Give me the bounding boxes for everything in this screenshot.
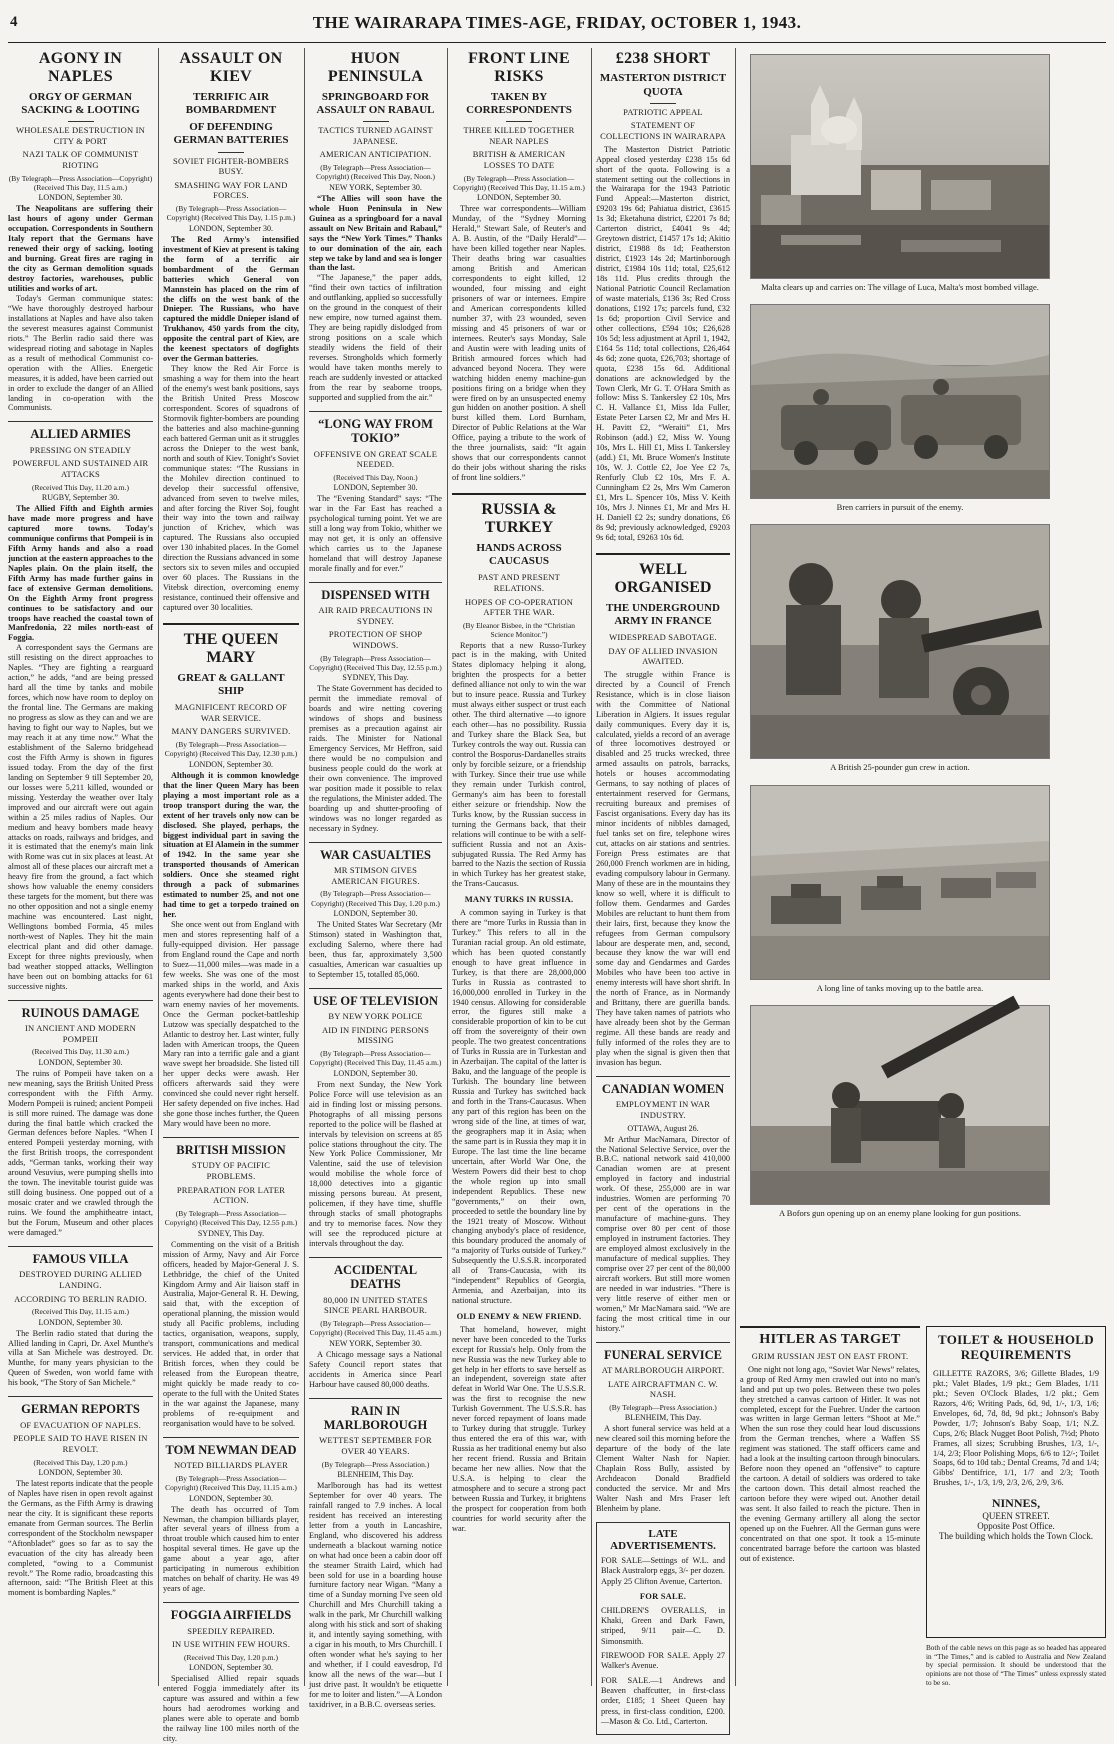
body-paragraph: Today's German communique states: “We have thoroughly destroyed harbour installations at Naples and have also taken the severest measures against Communist riots.” The Berlin radio said there was widespread rioting and sabotage in Naples as a result of methodical Communist co-operation with the Allies. Energetic measures, it is added, have been carried out in order to exclude the danger of an Allied landing in co-operation with the Communists. [8,293,153,413]
article-well-organised [596,553,730,1068]
ad-landmark: The building which holds the Town Clock. [939,1531,1093,1542]
byline: (By Telegraph—Press Association.) [609,1402,717,1412]
headline: AGONY IN NAPLES [38,50,123,86]
article-body [452,641,586,890]
byline: (Received This Day, 11.20 a.m.) [32,482,129,492]
subheadline: OF DEFENDING GERMAN BATTERIES [173,121,289,147]
dateline: LONDON, September 30. [333,909,418,919]
photo-tanks-image [751,786,1049,979]
article-agony-in-naples [8,50,153,413]
body-paragraph: The Berlin radio stated that during the Allied landing in Capri, Dr. Axel Munthe's villa at San Michele was destroyed. Dr. Munthe, for many years physician to the Queen of Sweden, won world fame with his book, “The Story of San Michele.” [8,1328,153,1388]
article-body [740,1365,920,1564]
headline: TOM NEWMAN DEAD [163,1437,299,1457]
headline: CANADIAN WOMEN [596,1076,730,1096]
dateline: LONDON, September 30. [189,759,273,769]
subheadline: SPRINGBOARD FOR ASSAULT ON RABAUL [316,90,435,116]
body-paragraph: The State Government has decided to permit the immediate removal of boards and wire netting covering windows of shops and business premises as a precaution against air raids. The Minister for National Emergency Services, Mr Heffron, said there would be no compulsion and business people could do the work at their own convenience. The improved war position made it possible to relax the regulations, the Minister added. The boarding up and shutter-proofing of windows was no longer regarded as necessary in Sydney. [309,684,442,833]
article-body [8,643,153,991]
article-body [309,920,442,980]
dateline: LONDON, September 30. [38,1057,123,1067]
article-body [596,145,730,543]
body-paragraph: One night not long ago, “Soviet War News” relates, a group of Red Army men crawled out into no man's land and put up two poles. Between these two poles they stretched a canvas cartoon of Hitler. It was not completed, except for the Fuehrer. Under the cartoon was written in large German letters “Shoot at Me.” When the sun rose they could hear loud discussions from the German trenches, where a Waffen SS regiment was stationed. The staff officers came and had a look at the insulting cartoon through binoculars. Before noon they opened an “offensive” to capture the cartoon. A detail of soldiers was ordered to take the cartoon down. This detail almost reached the cartoon before they were wiped out. Another detail was sent. It also failed to reach the picture. Then in the evening Germany artillery all along the sector opened up on the Fuehrer. All the German guns were concentrated on that one spot. It took a 15-minute concentrated barrage before the cartoon was blasted out of existence. [740,1364,920,1563]
deck: AMERICAN ANTICIPATION. [319,149,432,160]
article-body [8,1479,153,1598]
deck: IN ANCIENT AND MODERN POMPEII [24,1023,136,1044]
deck: SOVIET FIGHTER-BOMBERS BUSY. [173,155,289,177]
deck: MAGNIFICENT RECORD OF WAR SERVICE. [174,702,288,723]
deck: WHOLESALE DESTRUCTION IN CITY & PORT [16,125,145,146]
deck: THREE KILLED TOGETHER NEAR NAPLES [463,125,575,146]
byline: (By Eleanor Bisbee, in the “Christian Science Monitor.”) [462,620,576,640]
dateline: NEW YORK, September 30. [329,1338,422,1348]
deck: MR STIMSON GIVES AMERICAN FIGURES. [331,865,420,886]
article-british-mission [163,1137,299,1429]
article-body [163,1240,299,1429]
column-6 [735,48,1110,1686]
article-body [452,908,586,1306]
byline: (By Telegraph—Press Association—Copyright) (Received This Day, Noon.) [316,163,435,182]
deck: BRITISH & AMERICAN LOSSES TO DATE [472,149,566,171]
body-paragraph: Reports that a new Russo-Turkey pact is in the making, with United States diplomacy helping it along, brighten the prospects for a better defined alliance not only to win the war but to insure peace. Russia and Turkey must always either suspect or trust each other. The third alternative —to ignore each other—has no possibility. Russia and Turkey share the Black Sea, but Turkey controls the way out. Russia can control the Bosporus-Dardanelles straits only by forcible seizure, or a friendship with Turkey. Since their true use while they remain under Turkish control, Germany's aim has been to forestall either seizure or friendship. Now the Turks know, by the Russian success in turning the Germans back, that their relations will continue to be with a self-sufficient Russia and not an Axis-subjugated Russia. The Red Army has barred to the Nazis the section of Russia in which Turkey has her greatest stake, the Trans-Caucasus. [452,640,586,889]
article-body [596,1135,730,1334]
ads-section-title: FOR SALE. [639,1590,687,1601]
body-paragraph: Commenting on the visit of a British mission of Army, Navy and Air Force officers, headed by Major-General J. S. Lethbridge, the chief of the United Kingdom Army and Air liaison staff in Australia, Major-General R. H. Dewing, said that, with the exception of operational planning, the mission would study all Pacific problems, including tactics, organisation, weapons, supply, transport, communications and medical services. He added that, in order that British forces, when they could be released from the European theatre, might quickly be made ready to co-operate to the full with the United States in the war against the Japanese, many problems of re-equipment and reorganisation would have to be solved. [163,1239,299,1428]
body-paragraph: She once went out from England with men and stores representing half of a fully-equipped division. Her passage from England round the Cape and north to Suez—11,000 miles—was made in a few weeks. She was one of the most marked ships in the world, and Axis agents everywhere had done their best to warn enemy navies of her movements. Once the German pocket-battleship Lutzow was specially despatched to the Atlantic to destroy her. Last winter, fully laden with American troops, the Queen Mary ran into a terrific gale and a giant wave swept her broadside. She listed till her upper decks were awash. Her officers afterwards said they were convinced she could never right herself. Her safety depended on five inches. Had she gone those inches further, the Queen Mary would have been no more. [163,920,299,1129]
article-body [309,1481,442,1710]
ad-headline: TOILET & HOUSEHOLD REQUIREMENTS [938,1332,1094,1362]
headline: ALLIED ARMIES [8,421,153,441]
footnote: Both of the cable news on this page as so headed has appeared in “The Times,” and is cabled to Australia and New Zealand by special permission. It should be understood that the opinions are not those of “The Times” unless expressly stated to be so. [926,1644,1106,1687]
deck: PREPARATION FOR LATER ACTION. [176,1184,286,1206]
article-body [8,294,153,413]
article-hitler-as-target [740,1324,920,1564]
crosshead: OLD ENEMY & NEW FRIEND. [456,1311,582,1322]
body-paragraph: The death has occurred of Tom Newman, the champion billiards player, after several years of illness from a throat trouble which caused him to enter hospital several times. He gave up the game about a year ago, after participating in numerous exhibition matches on behalf of charity. He was 49 years of age. [163,1504,299,1594]
dateline: LONDON, September 30. [189,1493,273,1503]
lead-paragraph: The Neapolitans are suffering their last hours of agony under German occupation. Correspondents in Southern Italy report that the Germans have renewed their orgy of sacking, looting and burning. Great fires are raging in the city as German demolition squads destroy factories, warehouses, public utilities and works of art. [8,204,153,294]
body-paragraph: The United States War Secretary (Mr Stimson) stated in Washington that, excluding Salerno, where there had been, thus far, approximately 3,500 casualties, American war casualties up to September 15, totalled 85,060. [309,920,442,979]
byline: (Received This Day, Noon.) [333,472,418,482]
divider [650,103,676,104]
ads-title: LATE ADVERTISEMENTS. [610,1527,716,1552]
byline: (By Telegraph—Press Association—Copyright) (Received This Day, 11.15 a.m.) [453,173,585,193]
masthead: THE WAIRARAPA TIMES-AGE, FRIDAY, OCTOBER 1, 1943. [312,13,802,32]
article-lead [8,504,153,643]
headline: FAMOUS VILLA [8,1246,153,1266]
article-body [596,1424,730,1514]
article-lead [163,771,299,920]
deck: MANY DANGERS SURVIVED. [171,726,291,737]
crosshead: MANY TURKS IN RUSSIA. [464,894,574,905]
byline: (By Telegraph—Press Association—Copyright) (Received This Day, 12.55 p.m.) [309,653,442,673]
deck: IN USE WITHIN FEW HOURS. [171,1639,291,1650]
article-use-of-television [309,988,442,1249]
dateline: BLENHEIM, This Day. [337,1469,414,1479]
article-body [163,1505,299,1595]
deck: WETTEST SEPTEMBER FOR OVER 40 YEARS. [319,1435,432,1456]
article-funeral-service [596,1342,730,1514]
article-russia-and-turkey [452,493,586,1534]
deck: OF EVACUATION OF NAPLES. [20,1419,141,1430]
article-german-reports [8,1396,153,1598]
article-lead [8,204,153,294]
deck: NAZI TALK OF COMMUNIST RIOTING [22,149,139,171]
body-paragraph: The Masterton District Patriotic Appeal closed yesterday £238 15s 6d short of the quota. Following is a statement setting out the collections in the Wairarapa for the 1943 Patriotic Fund Appeal:—Masterton district, £9203 19s 6d; Pahiatua district, £3615 1s 3d; Eketahuna district, £2201 7s 8d; Carterton district, £4041 9s 4d; Greytown district, £1457 17s 1d; Akitio district, £1988 8s 1d; Featherston district, £1923 14s 2d; Martinborough district, £1984 10s 11d; total, £25,612 18s 11d. Plus credits through the National Patriotic Council Reclamation of waste materials, £136 3s; Red Cross donations, £192 17s; parcels fund, £32 1s 6d; proportion Civil Service and other collections, £594 10s; £26,628 10s 5d; less adjustment at April 1, 1942, £164 5s 11d; total collections, £26,464 4s 6d; zone quota, £26,703; shortage of quota, £238 15s 6d. Additional donations are acknowledged by the Town Clerk, Mr G. T. O'Hara Smith as follow: Miss S. Tankersley £2 10s, Mrs C. H. Vallance £1, Miss Ida Fuller, Estate Peter Larsen £2, Mr and Mrs H. H. Pavitt £2, “Weraiti” £1, Mrs Robinson (add.) £2, Miss W. Young 10s, Mrs L. Hill £1, Miss I. Tankersley (add.) £1, Mt. Bruce Women's Institute 10s, W. J. Cottle £2, Joe Yee £2 7s, Renfurly Club £2 10s, Mrs F. A. Cunningham £2 2s, Mrs Wm Cameron £1, Mrs L. Spencer 10s, Miss V. Keith 10s, Mrs J. Ninnes £1, Mr and Mrs H. H. Daniell £2 2s; sundry donations, £6 8s 9d; previously acknowledged, £9203 9s 6d; total, £9263 10s 6d. [596,144,730,542]
article-body [452,204,586,483]
article-assault-on-kiev [163,50,299,613]
deck: PAST AND PRESENT RELATIONS. [477,572,561,593]
deck: NOTED BILLIARDS PLAYER [173,1460,289,1471]
deck: ACCORDING TO BERLIN RADIO. [14,1293,147,1304]
ad-body [933,1369,1099,1488]
ad-ninnes-toilet-household [926,1326,1106,1638]
subheadline: ORGY OF GERMAN SACKING & LOOTING [21,90,140,116]
headline: HITLER AS TARGET [740,1326,920,1348]
article-famous-villa [8,1246,153,1388]
photo-bren-image [751,305,1049,498]
photo-caption: A long line of tanks moving up to the battle area. [816,982,984,993]
headline: THE QUEEN MARY [163,623,299,668]
headline: FUNERAL SERVICE [596,1342,730,1362]
dateline: LONDON, September 30. [38,1467,123,1477]
headline: ASSAULT ON KIEV [179,50,283,86]
body-paragraph: The ruins of Pompeii have taken on a new meaning, says the British United Press correspondent with the Fifth Army. Modern Pompeii is ruined; ancient Pompeii is still more ruined. The damage was done during the final battle which cracked the German defences before Naples. “When I entered Pompeii yesterday morning, with the first British troops, the correspondent adds, “German tanks, working their way around Vesuvius, were pumping shells into the town. The inevitable tourist guide was still doing business. One popped out of a mosaic crater and we crawled through the ruins. We found the amphitheatre intact, but the Forum, Museum and other places were damaged.” [8,1068,153,1237]
headline: FRONT LINE RISKS [468,50,570,86]
deck: OFFENSIVE ON GREAT SCALE NEEDED. [313,448,438,470]
column-4 [447,48,590,1686]
divider [506,121,532,122]
article-body [309,273,442,402]
deck: EMPLOYMENT IN WAR INDUSTRY. [615,1099,711,1120]
photo-25-pounder [750,524,1050,759]
article-queen-mary [163,623,299,1129]
classified-ad: FOR SALE.—1 Andrews and Beaven chaffcutter, in first-class order, £185; 1 Sheet Queen hay press, in first-class condition, £200.—Mason & Co. Ltd., Carterton. [601,1675,725,1727]
dateline: LONDON, September 30. [477,193,561,203]
body-paragraph: Three war correspondents—William Munday, of the “Sydney Morning Herald,” Stewart Sale, of Reuter's and A. B. Austin, of the “Daily Herald”—have been killed together near Naples. Their deaths bring war casualties among British and American correspondents to eight killed, 12 wounded, four missing and eight prisoners of war or internees. Empire and American correspondents killed number 37, with 23 wounded, seven missing and 45 prisoners of war or internees. Reuter's says Monday, Sale and Austin were with leading units of British armoured forces which had advanced beyond Nocera. They were watching hidden enemy machine-gun positions firing on a bridge when they were fired on by an unsuspected enemy gun hidden on another position. A shell burst killed them. Lord Burnham, Director of Public Relations at the War Office, paying a tribute to the work of the three journalists, said: “It again shows that our correspondents cannot do their jobs without sharing the risks of front line soldiers.” [452,204,586,483]
article-body [309,684,442,833]
deck: 80,000 IN UNITED STATES SINCE PEARL HARBOUR. [323,1294,428,1316]
article-body [163,364,299,613]
deck: TACTICS TURNED AGAINST JAPANESE. [318,125,433,146]
article-long-way-from-tokio [309,411,442,574]
article-body [8,1329,153,1389]
article-dispensed-with [309,582,442,834]
deck: POWERFUL AND SUSTAINED AIR ATTACKS [12,458,149,480]
article-body [309,1350,442,1390]
headline: RUSSIA & TURKEY [452,493,586,538]
byline: (By Telegraph—Press Association—Copyright) (Received This Day, 11.15 a.m.) [165,1473,297,1493]
headline: £238 SHORT [615,50,711,67]
dateline: LONDON, September 30. [38,193,123,203]
article-front-line-risks [452,50,586,483]
body-paragraph: “The Japanese,” the paper adds, “find their own tactics of infiltration and outflanking, applied so successfully on the ground in the conquest of their new empire, now turned against them. They are being rapidly dislodged from strong positions on a scale which steadily widens the field of their reverses. Strongholds which formerly would have taken months merely to reach are suddenly invested or attacked from the rear by seaborne troops, supported and supplied from the air.” [309,273,442,402]
dateline: LONDON, September 30. [333,1068,418,1078]
article-lead [163,235,299,364]
article-body [8,1069,153,1238]
headline: WELL ORGANISED [596,553,730,598]
headline: ACCIDENTAL DEATHS [309,1257,442,1292]
subheadline: THE UNDERGROUND ARMY IN FRANCE [606,601,720,627]
body-paragraph: A Chicago message says a National Safety Council report states that accidents in America since Pearl Harbour have caused 80,000 deaths. [309,1349,442,1389]
article-body [163,1674,299,1744]
body-paragraph: A short funeral service was held at a new cleared soil this morning before the departure of the body of the late Clement Walter Nash for Napier. Chaplain Ross Bully, assisted by Archdeacon Donald Bradfield conducted the service. Mr and Mrs Walter Nash and Mrs Fraser left Blenheim by plane. [596,1424,730,1513]
headline: RUINOUS DAMAGE [8,1000,153,1020]
deck: WIDESPREAD SABOTAGE. [609,631,717,642]
dateline: OTTAWA, August 26. [627,1123,699,1133]
dateline: BLENHEIM, This Day. [624,1413,702,1423]
headline: GERMAN REPORTS [8,1396,153,1416]
dateline: SYDNEY, This Day. [197,1228,265,1238]
lead-paragraph: “The Allies will soon have the whole Huon Peninsula in New Guinea as a springboard for a naval assault on New Britain and Rabaul,” says the “New York Times.” Thanks to our domination of the air, each step we take by land and sea is longer than the last. [309,193,442,273]
body-paragraph: The latest reports indicate that the people of Naples have risen in open revolt against the Germans, as the Fifth Army is drawing near the city. It is significant these reports emanate from German sources. The Berlin correspondent of the Stockholm newspaper “Aftonbladet” goes so far as to say the evacuation of the city has already been completed, “owing to a Communist revolt.” The Rome radio, broadcasting this afternoon, said: “The British Fleet at this moment is bombarding Naples.” [8,1478,153,1598]
body-paragraph: Specialised Allied repair squads entered Foggia immediately after its capture was assured and within a few hours had aerodromes working and planes were able to operate and bomb the railway line 100 miles north of the city. [163,1674,299,1743]
article-accidental-deaths [309,1257,442,1390]
byline: (By Telegraph—Press Association—Copyright) (Received This Day, 11.45 a.m.) [309,1319,442,1338]
column-5 [591,48,734,1727]
body-paragraph: Mr Arthur MacNamara, Director of the National Selective Service, over the B.B.C. national network said 410,000 Canadian women are at present employed in factory and industrial work. Of these, 255,000 are in war industries. Women are performing 70 per cent of the operations in the manufacture of machine-guns. They comprise over 80 per cent of those employed in instrument factories. They are employed almost exclusively in the manufacture of medical supplies. They comprise over 27 per cent of the 80,000 aircraft workers. But still more women are needed in war industries. “There is very little reserve of either men or women,” Mr MacNamara said. “We are facing the most critical time in our history.” [596,1134,730,1333]
headline: WAR CASUALTIES [309,842,442,862]
byline: (Received This Day, 11.30 a.m.) [32,1047,129,1057]
byline: (By Telegraph—Press Association—Copyright) (Received This Day, 11.5 a.m.) [8,173,153,193]
body-paragraph: A correspondent says the Germans are still resisting on the direct approaches to Naples. “They are fighting a rearguard action,” he adds, “and are being pressed hard all the time by tanks and mobile forces, which now have room to deploy on the frontal line. The Germans are making no progress as slow as they can and we are having to fight our way to Naples, but we may reach it at any time now.” What the establishment of the Salerno bridgehead cost the Fifth Army is shown in figures issued today. From the day of the first landing on September 9 till September 20, our losses were 5,211 killed, wounded or missing. Yesterday the weather over Italy improved and our aircraft were out again within a 25 miles radius of Naples. Our medium and heavy bombers made heavy attacks on roads, railways and bridges, and it is estimated that the enemy's main link with Rome was cut in six places at least. At almost all of these places our aircraft met a heavy fire from the ground, a fact which shows how valuable the enemy considers these targets for the moment, but there was no other opposition and not a single enemy machine was encountered. Last night, Wellingtons bombed Formia, 45 miles north-west of Naples. They hit the main electrical plant and did other damage. Except for three nights previously, when bad weather stopped attacks, Wellington have been out on bombing attacks for 61 successive nights. [8,643,153,991]
ad-location: Opposite Post Office. [977,1521,1055,1532]
photo-malta-village [750,54,1050,279]
article-huon-peninsula [309,50,442,403]
deck: PATRIOTIC APPEAL [623,106,703,117]
photo-caption: A Bofors gun opening up on an enemy plane looking for gun positions. [779,1207,1021,1218]
article-war-casualties [309,842,442,980]
dateline: RUGBY, September 30. [41,493,120,503]
deck: BY NEW YORK POLICE [328,1011,423,1022]
dateline: LONDON, September 30. [189,1663,273,1673]
byline: (Received This Day, 1.20 p.m.) [33,1457,128,1467]
body-paragraph: The “Evening Standard” says: “The war in the Far East has reached a psychological turning point. Yet we are still a long way from Tokio, whither we may not get, it is only an offensive which carries us to the Japanese homeland that will destroy Japanese morale finally and for ever.” [309,494,442,573]
photo-tanks [750,785,1050,980]
article-rain-in-marlborough [309,1398,442,1710]
photo-malta-image [751,55,1049,278]
article-foggia-airfields [163,1602,299,1744]
classified-ad: FIREWOOD FOR SALE. Apply 27 Walker's Avenue. [601,1650,725,1671]
column-3 [304,48,446,1709]
photo-caption: Bren carriers in pursuit of the enemy. [836,502,964,513]
subheadline: HANDS ACROSS CAUCASUS [476,541,562,568]
byline: (By Telegraph—Press Association—Copyright) (Received This Day, 12.30 p.m.) [164,740,298,759]
deck: STUDY OF PACIFIC PROBLEMS. [191,1160,271,1182]
byline: (By Telegraph—Press Association—Copyright) (Received This Day, 11.45 a.m.) [309,1049,442,1068]
article-ruinous-damage [8,1000,153,1238]
deck: PRESSING ON STEADILY [29,444,132,455]
headline: FOGGIA AIRFIELDS [163,1602,299,1622]
dateline: LONDON, September 30. [38,1317,123,1327]
article-body [309,494,442,574]
subheadline: TAKEN BY CORRESPONDENTS [466,90,572,116]
deck: DESTROYED DURING ALLIED LANDING. [19,1269,142,1290]
page-number: 4 [10,14,18,30]
deck: AIR RAID PRECAUTIONS IN SYDNEY. [318,605,433,626]
byline: (By Telegraph—Press Association—Copyright) (Received This Day, 1.15 p.m.) [166,204,296,223]
photo-caption: Malta clears up and carries on: The village of Luca, Malta's most bombed village. [761,282,1039,292]
article-canadian-women [596,1076,730,1334]
headline: “LONG WAY FROM TOKIO” [309,411,442,446]
article-tom-newman [163,1437,299,1594]
classified-ad: FOR SALE—Settings of W.L. and Black Australorp eggs, 3/- per dozen. Apply 25 Clifton Avenue, Carterton. [601,1555,725,1586]
deck: DAY OF ALLIED INVASION AWAITED. [608,645,718,667]
body-paragraph: From next Sunday, the New York Police Force will use television as an aid in finding lost or missing persons. Photographs of all missing persons reported to the police will be flashed at intervals by television on screens at 85 police stations throughout the city. The New York Police Commissioner, Mr Valentine, said the use of television would mobilise the whole force of 18,000 detectives into a gigantic missing persons bureau. At present, policemen, if they have time, shuffle through stacks of small photographs and try to memorise faces. Now they will see the reproduced picture at intervals throughout the day. [309,1079,442,1249]
photo-bofors-gun [750,1005,1050,1205]
ad-shop-name: NINNES, [991,1496,1041,1511]
ad-body-text: GILLETTE RAZORS, 3/6; Gillette Blades, 1/9 pkt.; Valet Blades, 1/9 pkt.; Gem Blades, 1/11 pkt.; Seven O'Clock Blades, 1/2 pkt.; Gem Razors, 4/6; Writing Pads, 6d, 9d, 1/-, 1/3, 1/6; Envelopes, 6d, 7d, 8d, 9d pkt.; Johnson's Baby Powder, 1/7; Johnson's Baby Soap, 1/1; N.Z. Cups, 2/6; Black Nugget Boot Polish, 7½d; Photo Frames, all sizes; Scrubbing Brushes, 1/3, 1/-, 1/4, 2/3; Floor Polishing Mops, 6/6 to 12/-; Toilet Soaps, 6d to 10d tab.; Dental Creams, 7d and 1/4; Gibbs' Dentifrice, 1/1, 1/7 and 2/3; Tooth Brushes, 1/-, 1/3, 1/9, 2/3, 2/6, 2/9, 3/6. [933,1368,1099,1488]
deck: STATEMENT OF COLLECTIONS IN WAIRARAPA [600,120,726,142]
subheadline: TERRIFIC AIR BOMBARDMENT [185,90,277,116]
byline: (By Telegraph—Press Association—Copyright) (Received This Day, 12.55 p.m.) [164,1208,298,1228]
article-238-short [596,50,730,543]
byline: (By Telegraph—Press Association.) [321,1459,430,1469]
photo-bofors-image [751,1006,1049,1204]
lead-paragraph: Although it is common knowledge that the liner Queen Mary has been playing a most important role as a troop transport during the war, the extent of her travels only now can be disclosed. She played, perhaps, the biggest individual part in saving the situation at El Alamein in the summer of 1942. In the same year she transported thousands of American soldiers. Once she steamed right through a pack of submarines estimated to number 25, and not one had time to get a torpedo trained on her. [163,770,299,920]
photo-caption: A British 25-pounder gun crew in action. [830,762,970,773]
deck: HOPES OF CO-OPERATION AFTER THE WAR. [464,596,574,618]
deck: PROTECTION OF SHOP WINDOWS. [328,629,423,651]
body-paragraph: A common saying in Turkey is that there are “more Turks in Russia than in Turkey.” This refers to all in the Turanian racial group. An old estimate, which has been quoted constantly enough to have great influence in Turkey, is that there are 28,000,000 Turks in Russia as contrasted to 16,000,000 enrolled in Turkey in the 1940 census. Allowing for considerable error, the figures still make a considerable proportion of kin to be cut off from the sovereignty of their own people. The two greatest concentrations of Turks in Russia are in Turkestan and in Azerbaijan. The capital of the latter is Baku, and the language of the people is Turkish. The boundary line between Russia and Turkey has switched back and forth in the Trans-Caucasus. When any part of this region has been on the wrong side of the line, at times of war, the geographers map it in Asia; when the same part is in Russia they map it in Europe. The last time the line became uncertain, after World War One, the Western Powers did their best to chop the whole region up into small independent Republics. These new “governments,” on their own, proceeded to settle the boundary line by the 1921 treaty of Moscow. Without changing anybody's place of residence, this boundary produced the anomaly of “a majority of Turks outside of Turkey.” Subsequently the U.S.S.R. incorporated all of Trans-Caucasia, with its “independent” Republics of Georgia, Armenia, and Azerbaijan, into its national structure. [452,907,586,1306]
headline: HUON PENINSULA [327,50,424,86]
headline: USE OF TELEVISION [309,988,442,1008]
deck: LATE AIRCRAFTMAN C. W. NASH. [608,1378,718,1400]
ad-street: QUEEN STREET. [982,1511,1050,1522]
deck: PEOPLE SAID TO HAVE RISEN IN REVOLT. [13,1433,148,1454]
article-allied-armies [8,421,153,991]
body-paragraph: They know the Red Air Force is smashing a way for them into the heart of the enemy's west bank positions, says the British United Press Moscow correspondent. Scores of squadrons of Stormovik fighter-bombers are pounding the batteries and also machine-gunning each battered German unit as it struggles across the Dnieper to the west bank, north and south of Kiev. Tonight's Soviet communique states: “The Russians in the Mohilev direction continued to develop their successful offensive, advanced from seven to twelve miles, and after forcing the River Soj, fought their way into the town and railway junction of Krichev, which was captured. The Russians also occupied over 130 inhabited places. In the Gomel direction the Russians advanced in some sectors six to seven miles and occupied over 60 places. The Russians in the Vitebsk direction, overcoming enemy resistance, continued their offensive and captured over 30 localities. [163,364,300,613]
header-rule [8,42,1106,43]
body-paragraph: Marlborough has had its wettest September for over 40 years. The rainfall ranged to 7.9 inches. A local resident has received an interesting letter from a youth in Lancashire, England, who discovered his address underneath a blackout warning notice on what had once been a cabin door off the steamer Straith Laird, which had been sold for use in a boarding house furniture factory near Wigan. “Many a time of a Sunday morning I've seen old Churchill and Mrs Churchill taking a walk in the park, Mr Churchill walking along with his stick and sort of shaking it, and intently saying something, with a cigar in his mouth, to Mrs Churchill. I often wonder what he's saying to her and whether, if I could eavesdrop, I'd know all the news of the war—but I just drive past. It wouldn't be etiquette for me to loiter and listen.”—A London taxidriver, in a B.B.C. overseas series. [309,1480,442,1709]
column-1 [4,48,157,1686]
article-lead [309,194,442,274]
late-advertisements [596,1522,730,1736]
article-body [596,670,730,1068]
lead-paragraph: The Allied Fifth and Eighth armies have made more progress and have captured more towns. Today's communique confirms that Pompeii is in Fifth Army hands and also a road junction at the eastern approaches to the Naples plain. On the plain itself, the Fifth Army has made further gains in face of extensive German demolitions. On the Eighth Army front progress continues to be satisfactory and our troops have reached the coastal town of Manfredonia, 22 miles north-east of Foggia. [8,504,153,643]
article-body [163,920,299,1129]
body-paragraph: The struggle within France is directed by a Council of French Resistance, which is in close liaison with the Committee of National Liberation in Algiers. It issues regular daily communiques. Every day it is, calculated, yields a record of an average of three locomotives destroyed or disabled and 25 trucks wrecked, three armed assaults on patrols, barracks, hotels or houses accommodating Germans, to say nothing of places of entertainment reserved for Germans, recruiting bureaux and premises of Fascist organisations. Every day has its minor incidents of nibbles damaged, fuel tanks set on fire, telephone wires cut, attacks on air stations and sentries. Foreign Press estimates are that 260,000 French workmen are in hiding, evading compulsory labour in Germany. Many of these are in the mountains they know so well, where it is difficult to follow them. Gendarmes and Gardes Mobiles are reluctant to hunt them from their lairs, first, because they know the refugees from German compulsory labour are desperate men, and, second, because they know the war will end some day and Gendarmes and Gardes Mobiles who have been too active in enemy interests will have short shrift. In the north of France, as in Normandy and Brittany, there are guerilla bands. They have taken names of patriots who have already been shot by the German regime. All these bands are ready and fully informed of the roles they are to play when the signal is given then that invasion has begun. [596,669,730,1067]
subheadline: MASTERTON DISTRICT QUOTA [599,72,727,98]
body-paragraph: That homeland, however, might never have been conceded to the Turks except for Russia's help. Only from the new Russia was the new Turkey able to get help in her efforts to save herself as an independent, sovereign state after defeat in World War One. The U.S.S.R. was the first to recognise the new Turkish Government. The U.S.S.R. has never forced repayment of loans made to Turkey during that struggle. Turkey thus entered the era of this war, with Russia as her traditional enemy but also her recent friend. Russia and Britain became her new allies. Now that the U.S.A. is helping to clear the atmosphere and to secure a strong pact between Russia and Turkey, it brightens the prospect for cooperation from both countries for world security after the war. [452,1324,586,1533]
byline: (Received This Day, 11.15 a.m.) [32,1307,129,1317]
headline: RAIN IN MARLBOROUGH [309,1398,442,1433]
column-2 [158,48,303,1743]
article-body [309,1080,442,1249]
deck: AT MARLBOROUGH AIRPORT. [601,1364,725,1375]
dateline: LONDON, September 30. [189,223,273,233]
photo-bren-carriers [750,304,1050,499]
deck: AID IN FINDING PERSONS MISSING [321,1024,430,1046]
headline: BRITISH MISSION [163,1137,299,1157]
page-header [0,0,1114,48]
article-body [452,1325,586,1534]
photo-gun-crew-image [751,525,1049,758]
byline: (Received This Day, 1.20 p.m.) [184,1652,278,1662]
lead-paragraph: The Red Army's intensified investment of Kiev at present is taking the form of a terrific air bombardment of the German batteries which General von Mannstein has placed on the rim of the cliffs on the west bank of the Dnieper. The Russians, who have captured the middle Dnieper island of Trukhanov, 450 yards from the city, opposite the central part of Kiev, are the keenest spectators of dogfights over the German batteries. [163,234,299,364]
deck: GRIM RUSSIAN JEST ON EAST FRONT. [751,1351,909,1362]
headline: DISPENSED WITH [309,582,442,602]
byline: (By Telegraph—Press Association—Copyright) (Received This Day, 1.20 p.m.) [311,889,440,908]
dateline: NEW YORK, September 30. [329,182,422,192]
dateline: LONDON, September 30. [333,483,418,493]
subheadline: GREAT & GALLANT SHIP [177,671,285,697]
deck: SMASHING WAY FOR LAND FORCES. [174,179,288,201]
dateline: SYDNEY, This Day. [342,673,409,683]
divider [68,121,94,122]
divider [363,121,389,122]
deck: SPEEDILY REPAIRED. [187,1625,275,1636]
divider [218,152,244,153]
classified-ad: CHILDREN'S OVERALLS, in Khaki, Green and Dark Fawn, striped, 9/11 pair—C. D. Simonsmith. [601,1605,725,1646]
